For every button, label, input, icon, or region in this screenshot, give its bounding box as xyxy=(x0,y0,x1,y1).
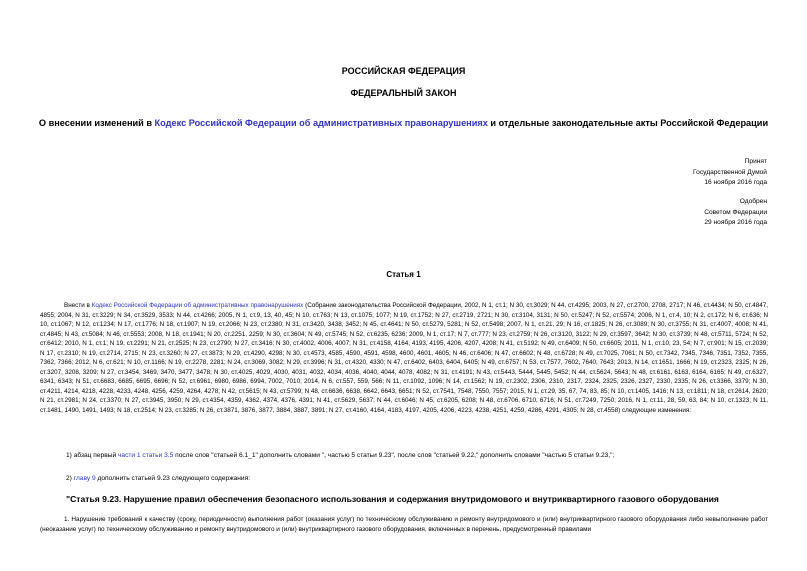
new-article-heading: "Статья 9.23. Нарушение правил обеспечения безопасного использования и содержания внутридомового и внутриквартирного газового оборудования xyxy=(66,494,719,504)
approved-label: Одобрен xyxy=(739,198,767,205)
law-title-prefix: О внесении изменений в xyxy=(38,118,155,128)
adopted-date: 16 ноября 2016 года xyxy=(704,179,767,187)
adoption-council xyxy=(704,197,767,229)
amendment-item-2 xyxy=(66,475,250,482)
amendment-item-1 xyxy=(66,452,614,459)
approved-body: Советом Федерации xyxy=(704,208,767,216)
federation-heading: РОССИЙСКАЯ ФЕДЕРАЦИЯ xyxy=(341,66,466,76)
item-1-text: после слов "статьей 6.1_1" дополнить словами ", частью 5 статьи 9.23", после слов "статьей 9.22," дополнить словами "частью 5 статьи 9.23,"; xyxy=(173,452,615,459)
item-2-link[interactable]: главу 9 xyxy=(73,475,96,482)
adopted-label: Принят xyxy=(744,158,767,165)
new-article-part-1: 1. Нарушение требований к качеству (сроку, периодичности) выполнения работ (оказания услуг) по техническому обслуживанию и ремонту внутридомового и (или) внутриквартирного газового оборудования либо невыполнение работ (неоказание услуг) по техническому обслуживанию и ремонту внутридомового и (или) внутриквартирного газового оборудования, включенных в перечень, предусмотренный правилами xyxy=(40,516,768,533)
law-title xyxy=(0,118,807,128)
article-intro-paragraph xyxy=(40,301,768,416)
law-type-heading: ФЕДЕРАЛЬНЫЙ ЗАКОН xyxy=(350,88,457,98)
approved-date: 29 ноября 2016 года xyxy=(704,219,767,227)
law-title-code-link[interactable]: Кодекс Российской Федерации об административных правонарушениях xyxy=(154,118,488,128)
intro-prefix: Внести в xyxy=(64,302,92,309)
item-1-prefix: 1) абзац первый xyxy=(66,452,118,459)
item-2-text: дополнить статьей 9.23 следующего содержания: xyxy=(95,475,251,482)
item-2-prefix: 2) xyxy=(66,475,74,482)
adopted-body: Государственной Думой xyxy=(693,168,767,176)
item-1-link[interactable]: части 1 статьи 3.5 xyxy=(117,452,174,459)
adoption-duma xyxy=(693,157,767,189)
law-title-suffix: и отдельные законодательные акты Российской Федерации xyxy=(487,118,769,128)
intro-code-link[interactable]: Кодекс Российской Федерации об административных правонарушениях xyxy=(91,302,304,309)
intro-text: (Собрание законодательства Российской Федерации, 2002, N 1, ст.1; N 30, ст.3029; N 44, ст.4295; 2003, N 27, ст.2700, 2708, 2717; N 46, ст.4434; N 50, ст.4847, 4855; 2004, N 31, ст.3229; N 34, ст.3529, 3533; N 44, ст.4266; 2005, N 1, ст.9, 13, 40, 45; N 10, ст.763; N 13, ст.1075, 1077; N 19, ст.1752; N 27, ст.2719, 2721; N 30, ст.3104, 3131; N 50, ст.5247; N 52, ст.5574; 2006, N 1, ст.4, 10; N 2, ст.172; N 6, ст.636; N 10, ст.1067; N 12, ст.1234; N 17, ст.1776; N 18, ст.1907; N 19, ст.2066; N 23, ст.2380; N 31, ст.3420, 3438, 3452; N 45, ст.4641; N 50, ст.5279, 5281; N 52, ст.5498; 2007, N 1, ст.21, 29; N 16, ст.1825; N 26, ст.3089; N 30, ст.3755; N 31, ст.4007, 4008; N 41, ст.4845; N 43, ст.5084; N 46, ст.5553; 2008, N 18, ст.1941; N 20, ст.2251, 2259; N 30, ст.3604; N 49, ст.5745; N 52, ст.6235, 6236; 2009, N 1, ст.17; N 7, ст.777; N 23, ст.2759; N 26, ст.3120, 3122; N 29, ст.3597, 3642; N 30, ст.3739; N 48, ст.5711, 5724; N 52, ст.6412; 2010, N 1, ст.1; N 19, ст.2291; N 21, ст.2525; N 23, ст.2790; N 27, ст.3416; N 30, ст.4002, 4006, 4007; N 31, ст.4158, 4164, 4193, 4195, 4206, 4207, 4208; N 41, ст.5192; N 49, ст.6409; N 50, ст.6605; 2011, N 1, ст.10, 23, 54; N 7, ст.901; N 15, ст.2039; N 17, ст.2310; N 19, ст.2714, 2715; N 23, ст.3260; N 27, ст.3873; N 29, ст.4290, 4298; N 30, ст.4573, 4585, 4590, 4591, 4598, 4600, 4601, 4605; N 46, ст.6406; N 47, ст.6602; N 48, ст.6728; N 49, ст.7025, 7061; N 50, ст.7342, 7345, 7346, 7351, 7352, 7355, 7362, 7366; 2012, N 6, ст.621; N 10, ст.1166; N 19, ст.2278, 2281; N 24, ст.3069, 3082; N 29, ст.3996; N 31, ст.4320, 4330; N 47, ст.6402, 6403, 6404, 6405; N 49, ст.6757; N 53, ст.7577, 7602, 7640, 7643; 2013, N 14, ст.1651, 1666; N 19, ст.2323, 2325; N 26, ст.3207, 3208, 3209; N 27, ст.3454, 3469, 3470, 3477, 3478; N 30, ст.4025, 4029, 4030, 4031, 4032, 4034, 4036, 4040, 4044, 4078, 4082; N 31, ст.4191; N 43, ст.5443, 5444, 5445, 5452; N 44, ст.5624, 5643; N 48, ст.6161, 6163, 6164, 6165; N 49, ст.6327, 6341, 6343; N 51, ст.6683, 6685, 6695, 6696; N 52, ст.6961, 6980, 6986, 6994, 7002, 7010; 2014, N 6, ст.557, 559, 566; N 11, ст.1092, 1096; N 14, ст.1562; N 19, ст.2302, 2306, 2310, 2317, 2324, 2325, 2326, 2327, 2330, 2335; N 26, ст.3366, 3379; N 30, ст.4211, 4214, 4218, 4228, 4233, 4248, 4256, 4259, 4264, 4278; N 42, ст.5615; N 43, ст.5799; N 48, ст.6636, 6638, 6642, 6643, 6651; N 52, ст.7541, 7548, 7550, 7557; 2015, N 1, ст.29, 35, 67, 74, 83, 85; N 10, ст.1405, 1416; N 13, ст.1811; N 18, ст.2614, 2620; N 21, ст.2981; N 24, ст.3370; N 27, ст.3945, 3950; N 29, ст.4354, 4359, 4362, 4374, 4376, 4391; N 41, ст.5629, 5637; N 44, ст.6046; N 45, ст.6205, 6208; N 48, ст.6706, 6710, 6716; N 51, ст.7249, 7250; 2016, N 1, ст.11, 28, 59, 63, 84; N 10, ст.1323; N 11, ст.1481, 1490, 1491, 1493; N 18, ст.2514; N 23, ст.3285; N 26, ст.3871, 3876, 3877, 3884, 3887, 3891; N 27, ст.4160, 4164, 4183, 4197, 4205, 4206, 4223, 4238, 4251, 4259, 4286, 4291, 4305; N 28, ст.4558) следующие изменения: xyxy=(40,302,769,415)
article-heading: Статья 1 xyxy=(386,270,421,279)
